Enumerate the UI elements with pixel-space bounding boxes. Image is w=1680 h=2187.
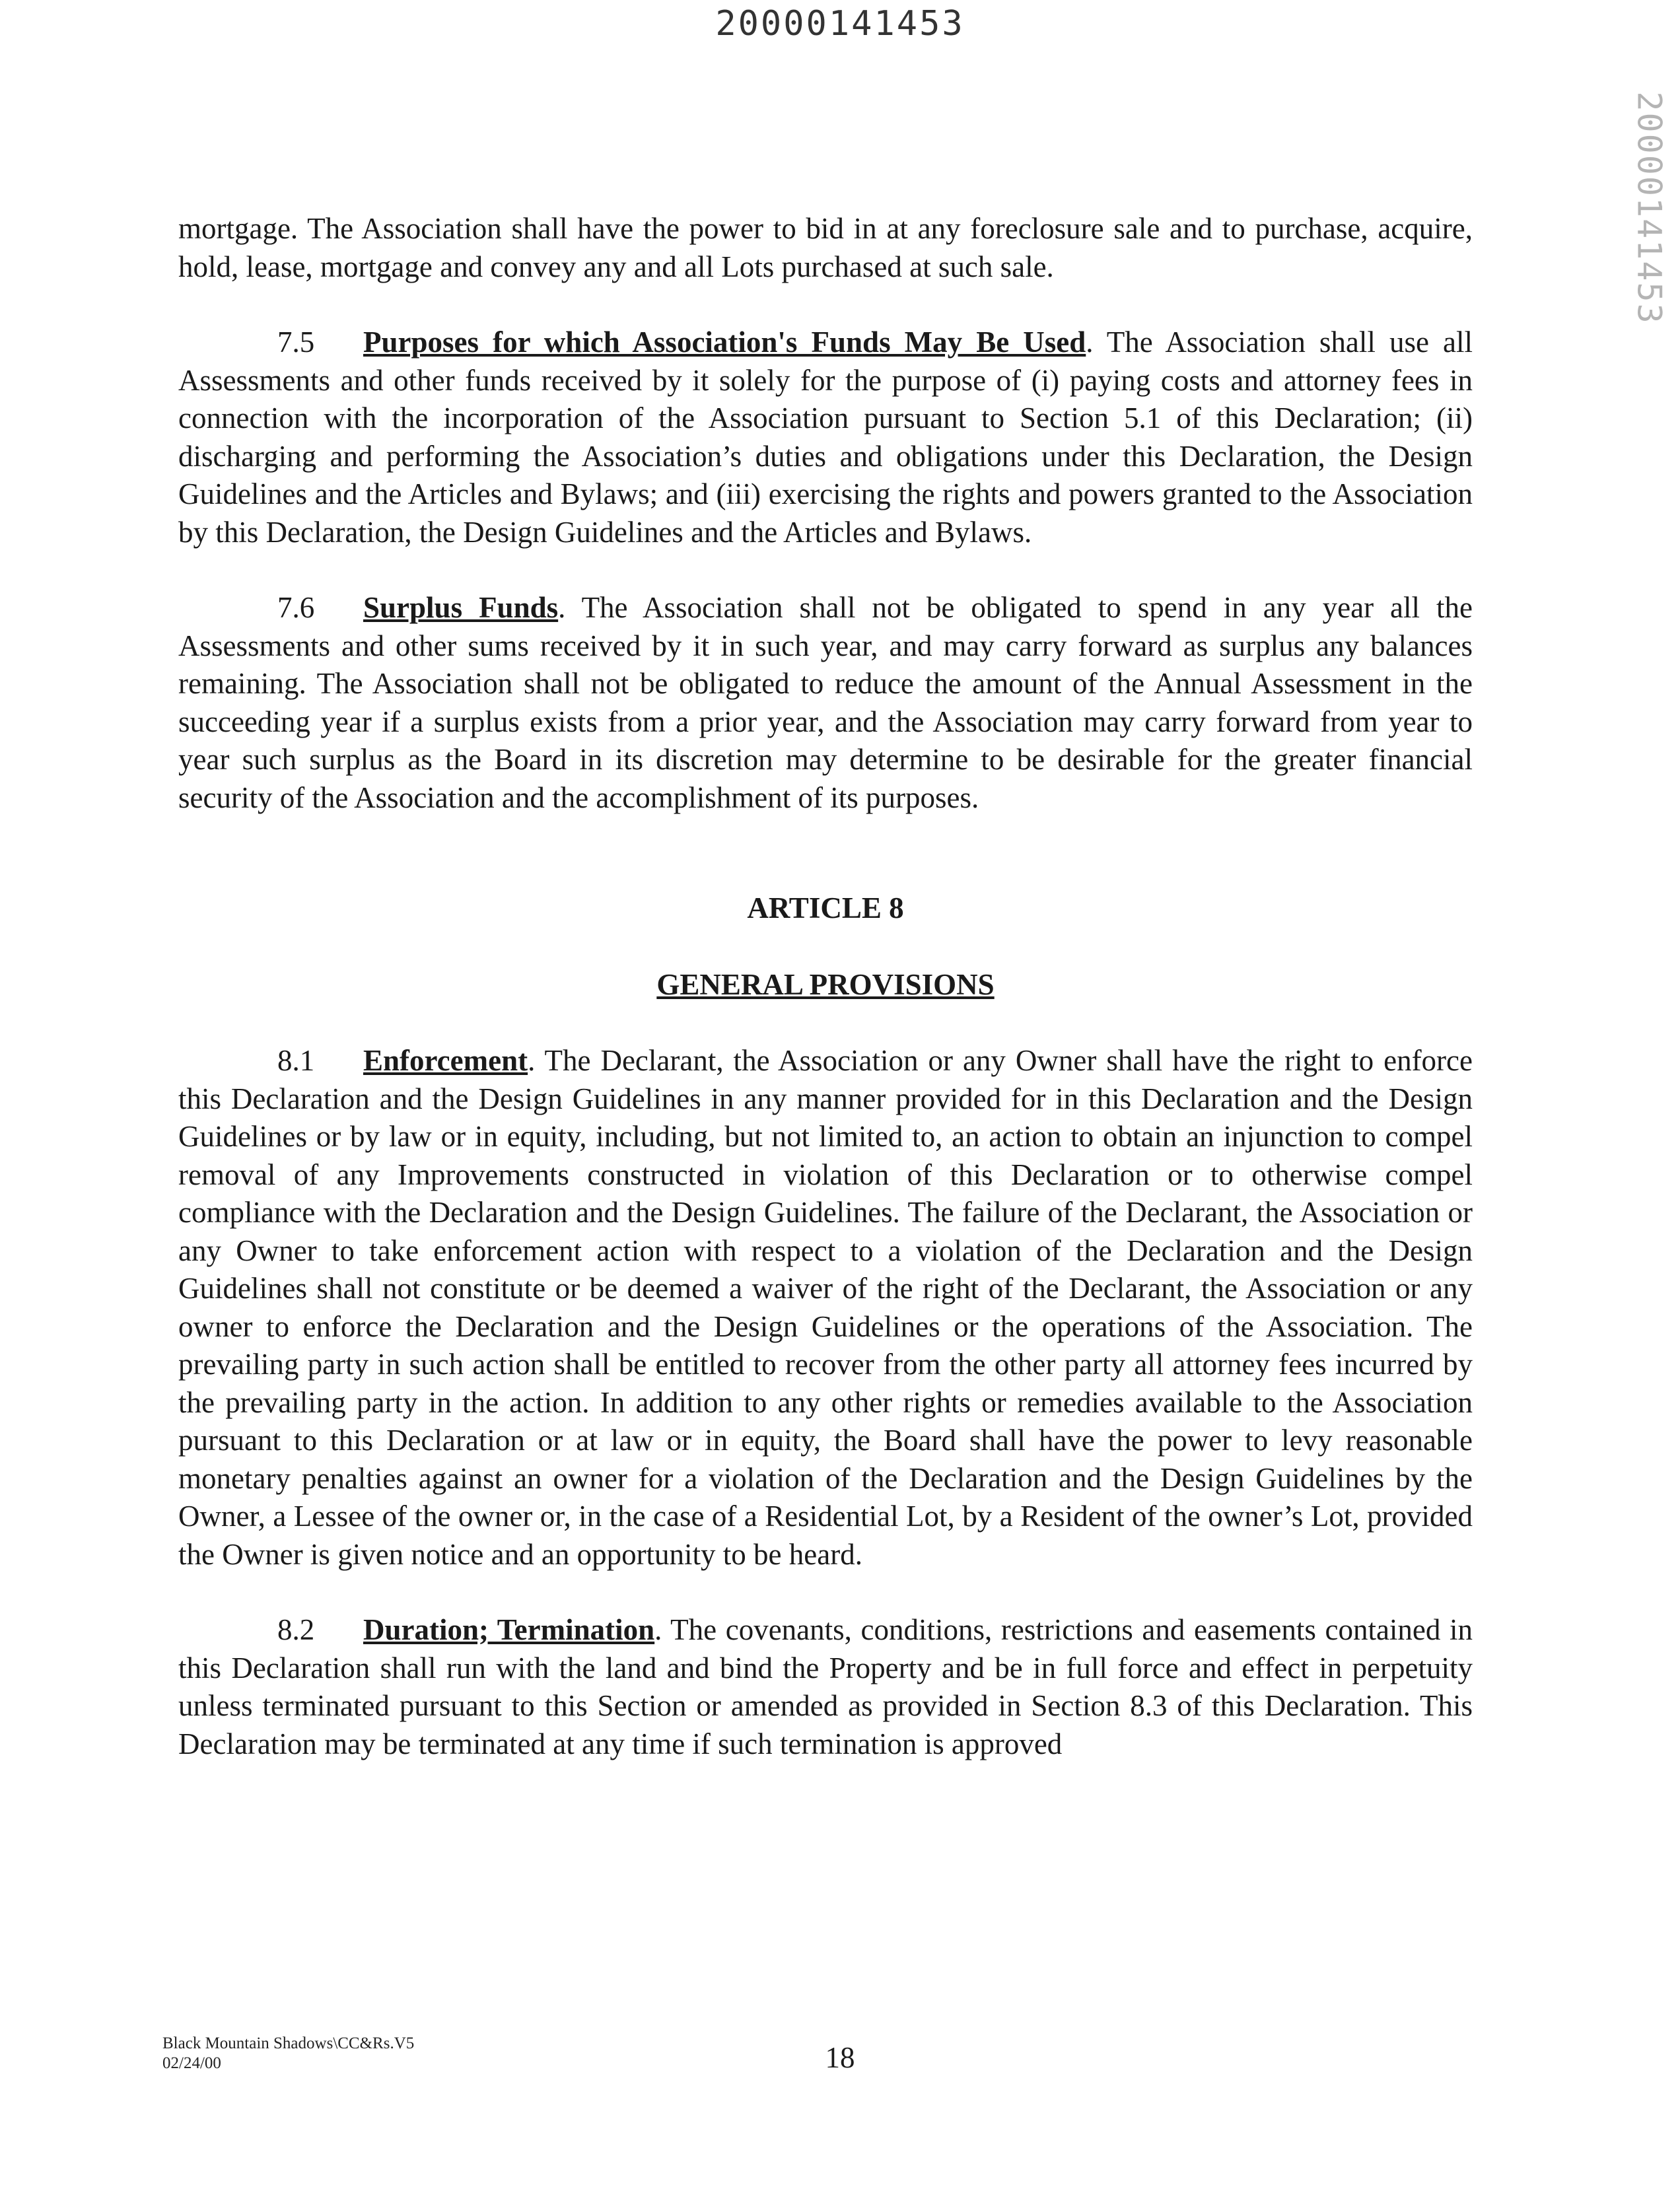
section-heading: Enforcement xyxy=(363,1044,528,1077)
section-text: . The Association shall not be obligated to spend in any year all the Assessments and other sums received by it in such year, and may carry forward as surplus any balances remaining. The Association shall not be obligated to reduce the amount of the Annual Assessment in the succeeding year if a surplus exists from a prior year, and the Association may carry forward from year to year such surplus as the Board in its discretion may determine to be desirable for the greater financial security of the Association and the accomplishment of its purposes. xyxy=(178,591,1473,814)
article-title: ARTICLE 8 xyxy=(747,891,904,924)
page-number: 18 xyxy=(825,2041,855,2074)
footer-date: 02/24/00 xyxy=(162,2054,221,2072)
section-number: 7.6 xyxy=(277,591,315,624)
section-7-6 xyxy=(178,589,1473,817)
section-number: 8.1 xyxy=(277,1044,315,1077)
section-text: . The Declarant, the Association or any Owner shall have the right to enforce this Declaration and the Design Guidelines in any manner provided for in this Declaration and the Design Guidelines or by law or in equity, including, but not limited to, an action to obtain an injunction to compel removal of any Improvements constructed in violation of this Declaration or to otherwise compel compliance with the Declaration and the Design Guidelines. The failure of the Declarant, the Association or any Owner to take enforcement action with respect to a violation of the Declaration and the Design Guidelines shall not constitute or be deemed a waiver of the right of the Declarant, the Association or any owner to enforce the Declaration and the Design Guidelines or the operations of the Association. The prevailing party in such action shall be entitled to recover from the other party all attorney fees incurred by the prevailing party in the action. In addition to any other rights or remedies available to the Association pursuant to this Declaration or at law or in equity, the Board shall have the power to levy reasonable monetary penalties against an owner for a violation of the Declaration and the Design Guidelines by the Owner, a Lessee of the owner or, in the case of a Residential Lot, by a Resident of the owner’s Lot, provided the Owner is given notice and an opportunity to be heard. xyxy=(178,1044,1473,1571)
document-number: 20000141453 xyxy=(715,4,965,44)
section-8-2 xyxy=(178,1611,1473,1763)
section-number: 8.2 xyxy=(277,1613,315,1646)
section-text: . The covenants, conditions, restrictions and easements contained in this Declaration shall run with the land and bind the Property and be in full force and effect in perpetuity unless terminated pursuant to this Section or amended as provided in Section 8.3 of this Declaration. This Declaration may be terminated at any time if such termination is approved xyxy=(178,1613,1473,1760)
article-subtitle: GENERAL PROVISIONS xyxy=(656,967,995,1001)
intro-paragraph: mortgage. The Association shall have the power to bid in at any foreclosure sale and to purchase, acquire, hold, lease, mortgage and convey any and all Lots purchased at such sale. xyxy=(178,212,1473,283)
section-heading: Surplus Funds xyxy=(363,591,559,624)
section-heading: Duration; Termination xyxy=(363,1613,655,1646)
section-number: 7.5 xyxy=(277,326,315,359)
file-reference: Black Mountain Shadows\CC&Rs.V5 xyxy=(162,2034,415,2052)
side-stamp xyxy=(1630,92,1669,324)
section-text: . The Association shall use all Assessments and other funds received by it solely for the purpose of (i) paying costs and attorney fees in connection with the incorporation of the Association pursuant to Section 5.1 of this Declaration; (ii) discharging and performing the Association’s duties and obligations under this Declaration, the Design Guidelines and the Articles and Bylaws; and (iii) exercising the rights and powers granted to the Association by this Declaration, the Design Guidelines and the Articles and Bylaws. xyxy=(178,326,1473,549)
side-stamp-text: 20000141453 xyxy=(1630,91,1669,325)
document-body xyxy=(178,210,1473,1763)
section-8-1 xyxy=(178,1042,1473,1574)
section-7-5 xyxy=(178,324,1473,551)
section-heading: Purposes for which Association's Funds May Be Used xyxy=(363,326,1086,359)
